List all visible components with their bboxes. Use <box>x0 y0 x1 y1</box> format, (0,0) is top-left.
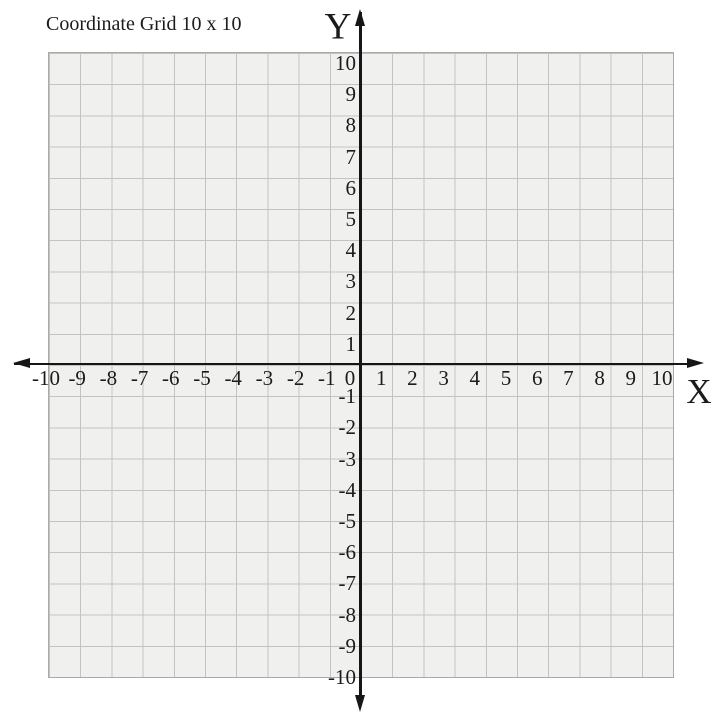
y-tick-label: -8 <box>338 602 356 627</box>
y-tick-label: -10 <box>328 665 356 689</box>
x-tick-label: 3 <box>438 366 449 390</box>
y-axis-line <box>359 12 362 696</box>
y-tick-label: 4 <box>345 238 356 263</box>
y-tick-label: -2 <box>338 415 356 440</box>
y-tick-label: -6 <box>338 540 356 565</box>
y-tick-label: 8 <box>345 113 356 138</box>
x-tick-label: -3 <box>255 366 274 390</box>
x-tick-label: -4 <box>224 366 242 390</box>
x-tick-label: -2 <box>286 366 305 390</box>
x-tick-label: 10 <box>651 366 673 390</box>
y-tick-label: -9 <box>338 633 356 658</box>
x-tick-label: 2 <box>407 366 418 390</box>
x-tick-label: -7 <box>130 366 149 390</box>
y-tick-label: 9 <box>345 82 356 107</box>
y-axis-arrow-up-icon <box>355 9 365 26</box>
x-tick-label: -5 <box>193 366 211 390</box>
x-tick-label: -6 <box>162 366 180 390</box>
x-tick-label: -9 <box>68 366 86 390</box>
x-tick-label: 7 <box>563 366 574 390</box>
x-axis-label: X <box>686 372 712 411</box>
y-tick-label: 10 <box>335 51 356 75</box>
y-tick-label: 3 <box>345 269 356 294</box>
y-tick-label: -7 <box>338 571 356 596</box>
y-tick-label: 6 <box>345 175 356 200</box>
y-axis-arrow-down-icon <box>355 695 365 712</box>
x-tick-label: -1 <box>318 366 336 390</box>
x-tick-label: 8 <box>594 366 605 390</box>
y-tick-label: -4 <box>338 477 356 502</box>
y-tick-label: 7 <box>345 144 356 169</box>
y-tick-label: 1 <box>345 331 356 356</box>
x-axis-line <box>14 363 690 366</box>
x-tick-label: 0 <box>344 366 356 390</box>
y-tick-label: -5 <box>338 509 356 533</box>
x-tick-label: 6 <box>531 366 543 390</box>
x-tick-label: 5 <box>500 366 512 390</box>
y-tick-label: -3 <box>338 446 356 471</box>
page-title: Coordinate Grid 10 x 10 <box>46 13 242 35</box>
x-axis-arrow-right-icon <box>687 358 704 368</box>
y-axis-label: Y <box>324 6 352 48</box>
x-tick-label: -10 <box>32 366 60 390</box>
x-axis-arrow-left-icon <box>13 358 30 368</box>
y-tick-label: -1 <box>338 384 356 409</box>
y-tick-label: 2 <box>345 300 356 325</box>
x-tick-label: -8 <box>99 366 118 390</box>
x-tick-label: 4 <box>469 366 481 390</box>
x-tick-label: 9 <box>625 366 637 390</box>
x-tick-label: 1 <box>375 366 387 390</box>
y-tick-label: 5 <box>345 207 356 231</box>
